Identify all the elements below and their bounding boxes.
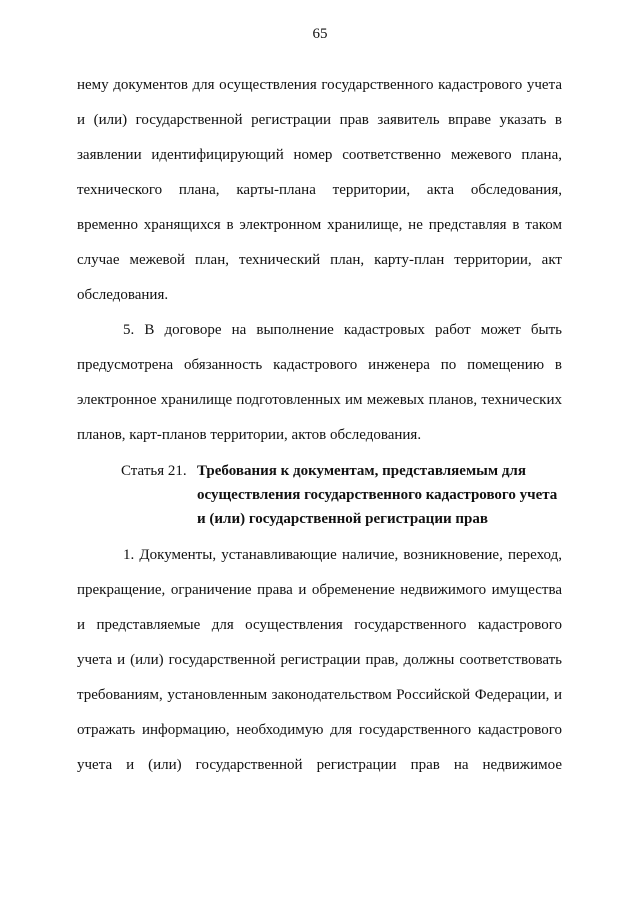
- page-number: 65: [312, 26, 328, 42]
- paragraph-line: нему документов для осуществления государственного кадастрового учета: [77, 77, 562, 93]
- article-title-line: осуществления государственного кадастрового учета: [197, 487, 558, 503]
- paragraph-line: обследования.: [77, 287, 169, 303]
- paragraph-line: случае межевой план, технический план, карту-план территории, акт: [77, 252, 562, 268]
- paragraph-line: и (или) государственной регистрации прав заявитель вправе указать в: [77, 112, 562, 128]
- paragraph-line: учета и (или) государственной регистрации прав на недвижимое: [77, 757, 562, 773]
- paragraph-line: технического плана, карты-плана территории, акта обследования,: [77, 182, 562, 198]
- article-title-line: и (или) государственной регистрации прав: [197, 511, 488, 527]
- paragraph-line: 5. В договоре на выполнение кадастровых работ может быть: [123, 322, 562, 338]
- paragraph-line: и представляемые для осуществления государственного кадастрового: [77, 617, 562, 633]
- paragraph-line: прекращение, ограничение права и обременение недвижимого имущества: [77, 582, 562, 598]
- paragraph-line: отражать информацию, необходимую для государственного кадастрового: [77, 722, 562, 738]
- paragraph-line: требованиям, установленным законодательством Российской Федерации, и: [77, 687, 562, 703]
- paragraph-line: учета и (или) государственной регистрации прав, должны соответствовать: [77, 652, 562, 668]
- article-title-line: Требования к документам, представляемым для: [197, 463, 526, 479]
- paragraph-line: 1. Документы, устанавливающие наличие, возникновение, переход,: [123, 547, 562, 563]
- paragraph-line: временно хранящихся в электронном хранилище, не представляя в таком: [77, 217, 562, 233]
- article-number: Статья 21.: [121, 463, 187, 479]
- paragraph-line: планов, карт-планов территории, актов обследования.: [77, 427, 422, 443]
- paragraph-line: предусмотрена обязанность кадастрового инженера по помещению в: [77, 357, 562, 373]
- paragraph-line: заявлении идентифицирующий номер соответственно межевого плана,: [77, 147, 562, 163]
- paragraph-line: электронное хранилище подготовленных им межевых планов, технических: [77, 392, 562, 408]
